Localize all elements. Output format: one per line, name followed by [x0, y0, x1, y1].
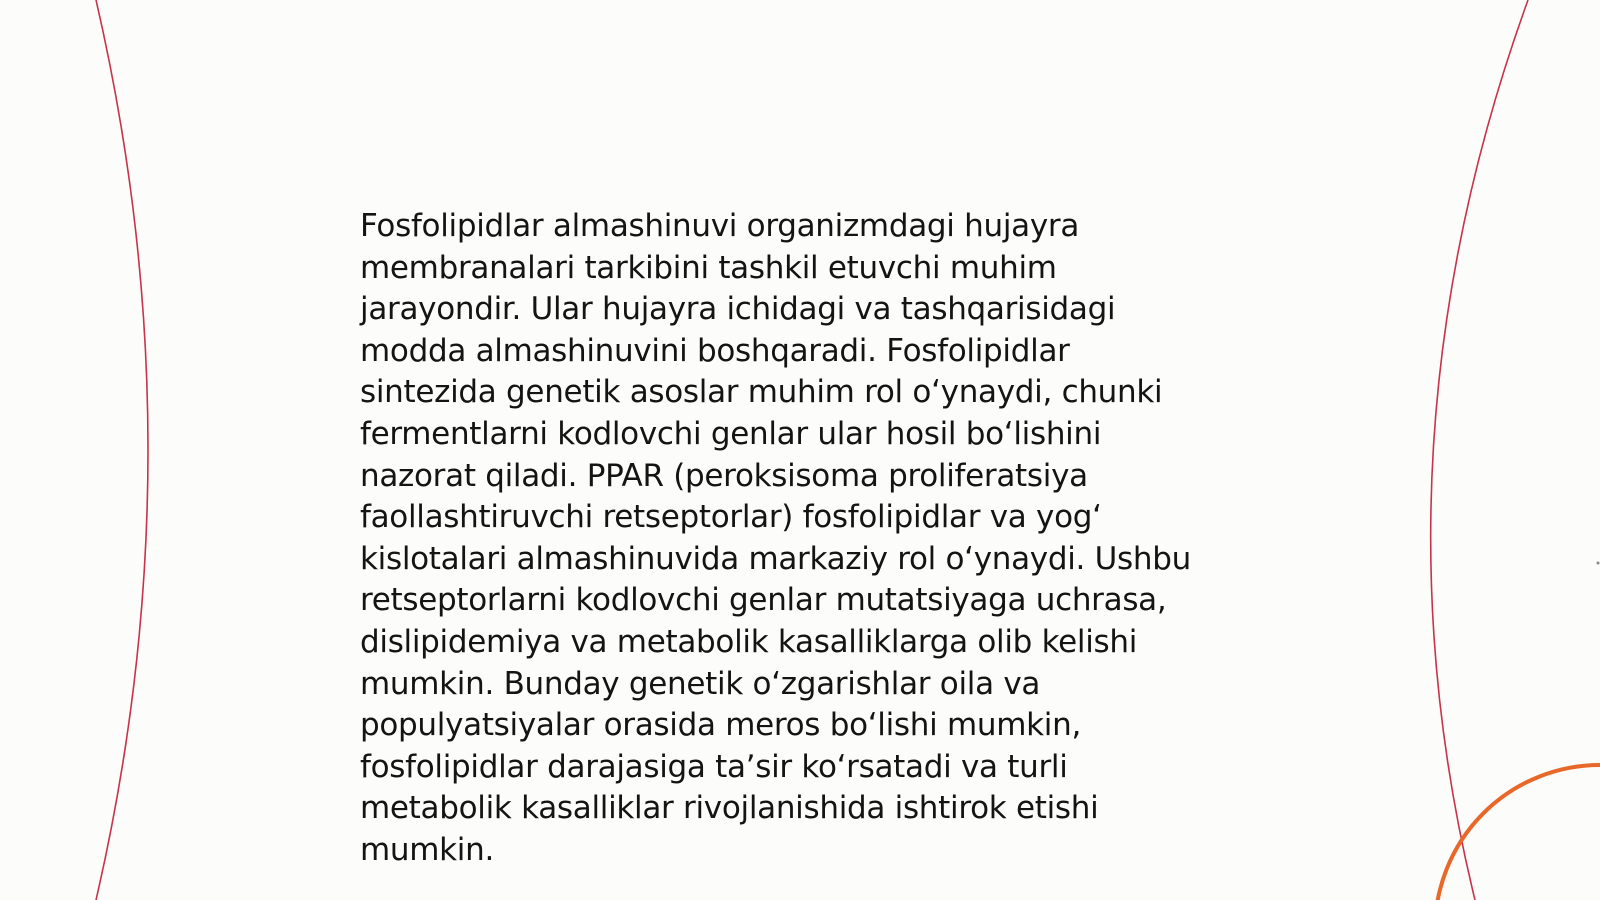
edge-dot — [1597, 562, 1600, 565]
left-curve — [96, 0, 148, 900]
right-curve — [1431, 0, 1528, 900]
body-paragraph: Fosfolipidlar almashinuvi organizmdagi hujayra membranalari tarkibini tashkil etuvchi muhim jarayondir. Ular hujayra ichidagi va tashqarisidagi modda almashinuvini boshqaradi. Fosfolipidlar sintezida genetik asoslar muhim rol o‘ynaydi, chunki fermentlarni kodlovchi genlar ular hosil bo‘lishini nazorat qiladi. PPAR (peroksisoma proliferatsiya faollashtiruvchi retseptorlar) fosfolipidlar va yog‘ kislotalari almashinuvida markaziy rol o‘ynaydi. Ushbu retseptorlarni kodlovchi genlar mutatsiyaga uchrasa, dislipidemiya va metabolik kasalliklarga olib kelishi mumkin. Bunday genetik o‘zgarishlar oila va populyatsiyalar orasida meros bo‘lishi mumkin, fosfolipidlar darajasiga ta’sir ko‘rsatadi va turli metabolik kasalliklar rivojlanishida ishtirok etishi mumkin. — [360, 208, 1191, 868]
